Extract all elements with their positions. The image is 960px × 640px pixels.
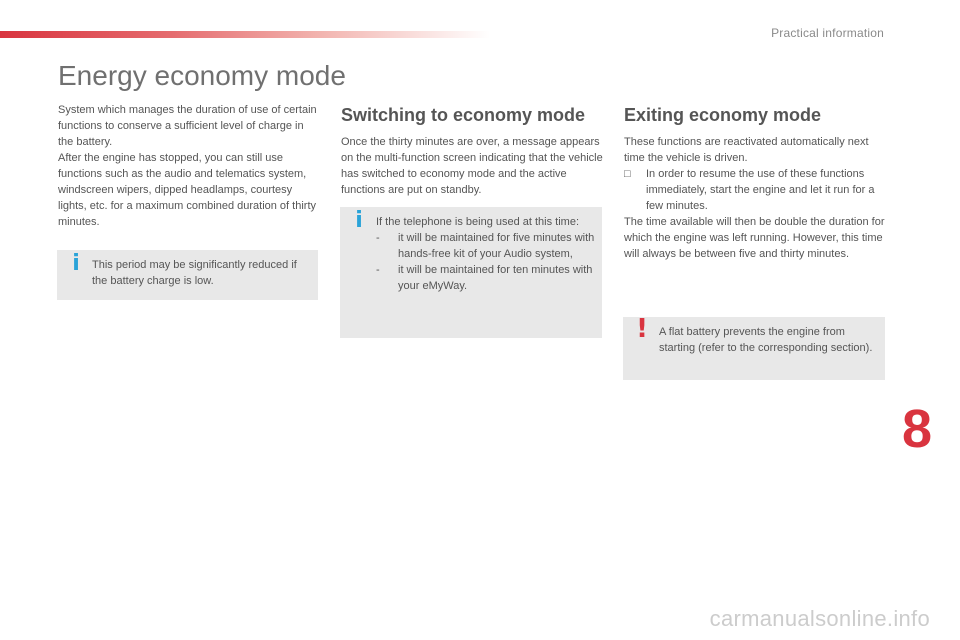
exiting-column xyxy=(624,104,886,262)
checkbox-bullet-icon: □ xyxy=(624,168,631,180)
switching-heading: Switching to economy mode xyxy=(341,105,586,125)
header-accent-bar xyxy=(0,31,490,38)
chapter-number: 8 xyxy=(902,399,933,459)
exclamation-icon: ! xyxy=(636,314,648,344)
step-text: In order to resume the use of these functions immediately, start the engine and let it run for a few minutes. xyxy=(646,168,875,212)
warning-note-text: A flat battery prevents the engine from starting (refer to the corresponding section). xyxy=(659,326,873,354)
dash-bullet: - xyxy=(376,232,380,244)
telephone-note-intro: If the telephone is being used at this time: xyxy=(376,216,580,228)
exiting-heading: Exiting economy mode xyxy=(624,105,822,125)
info-icon: i xyxy=(355,208,363,233)
list-item-text: it will be maintained for five minutes with hands-free kit of your Audio system, xyxy=(398,232,595,260)
switching-column xyxy=(341,104,603,198)
info-icon: i xyxy=(72,251,80,276)
list-item xyxy=(376,262,596,294)
exiting-paragraph: The time available will then be double the duration for which the engine was left running. However, this time will always be between five and thirty minutes. xyxy=(624,216,885,260)
list-item-text: it will be maintained for ten minutes with your eMyWay. xyxy=(398,264,593,292)
page-title: Energy economy mode xyxy=(58,60,346,91)
info-note-text: This period may be significantly reduced if the battery charge is low. xyxy=(92,259,297,287)
switching-paragraph: Once the thirty minutes are over, a message appears on the multi-function screen indicating that the vehicle has switched to economy mode and the active functions are put on standby. xyxy=(341,136,603,196)
info-note xyxy=(57,250,318,300)
warning-note xyxy=(623,314,885,380)
telephone-note-text xyxy=(376,214,596,294)
section-label: Practical information xyxy=(771,26,884,40)
list-item xyxy=(376,230,596,262)
dash-bullet: - xyxy=(376,264,380,276)
intro-column xyxy=(58,102,320,230)
telephone-note xyxy=(340,207,602,338)
exiting-paragraph: These functions are reactivated automatically next time the vehicle is driven. xyxy=(624,136,869,164)
step-item xyxy=(624,166,886,214)
intro-paragraph: After the engine has stopped, you can still use functions such as the audio and telematics system, windscreen wipers, dipped headlamps, courtesy lights, etc. for a maximum combined duration of thirty minutes. xyxy=(58,152,316,228)
watermark: carmanualsonline.info xyxy=(709,606,930,631)
intro-paragraph: System which manages the duration of use of certain functions to conserve a sufficient level of charge in the battery. xyxy=(58,104,317,148)
